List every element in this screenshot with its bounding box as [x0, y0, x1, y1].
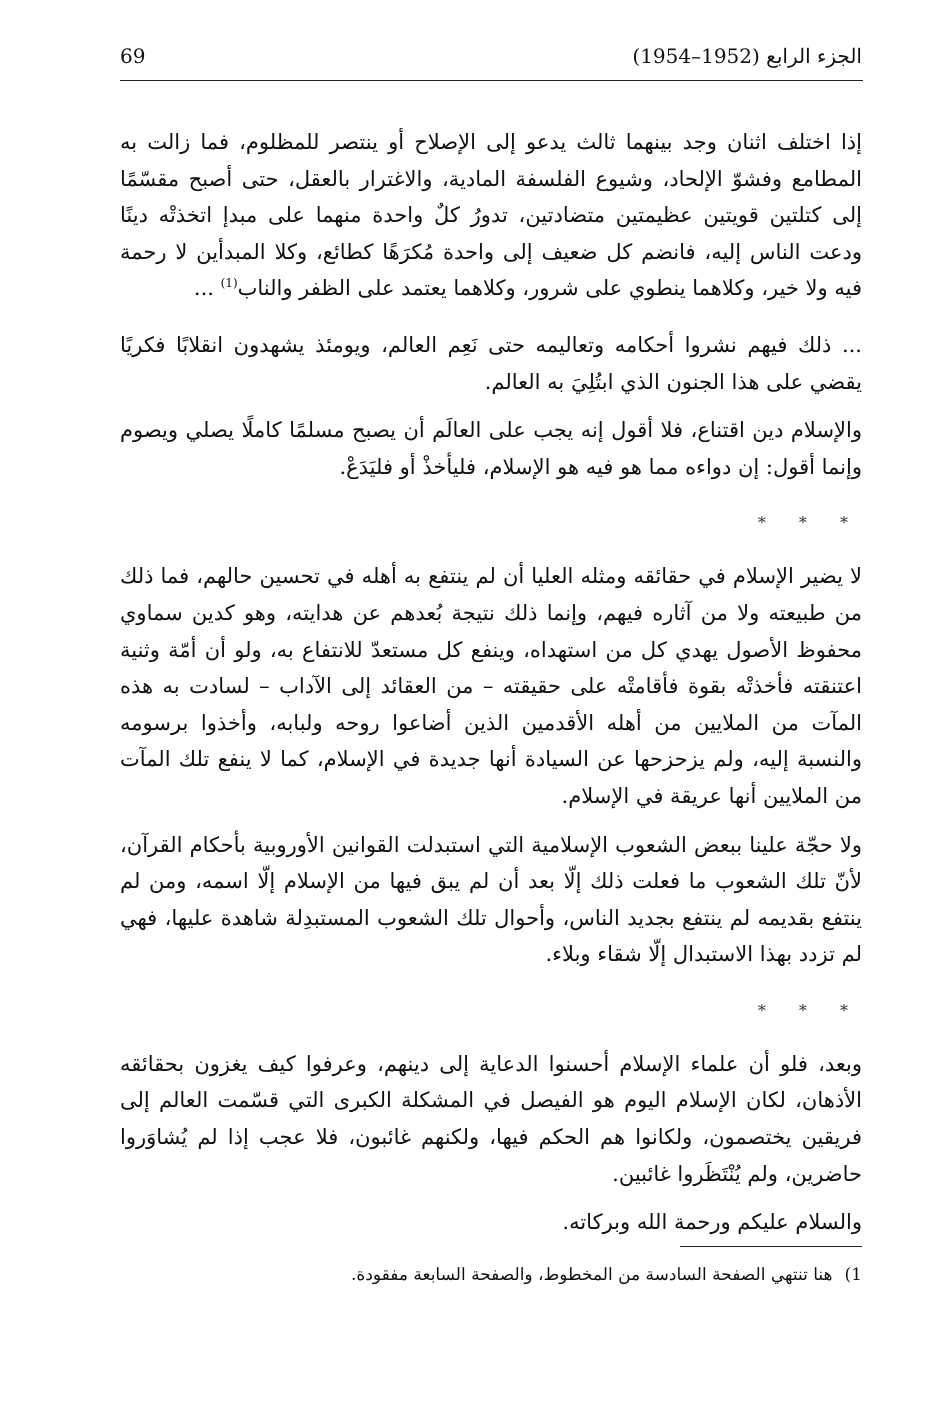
paragraph-2: ... ذلك فيهم نشروا أحكامه وتعاليمه حتى نَعِم العالم، ويومئذ يشهدون انقلابًا فكريًا يقضي على هذا الجنون الذي ابتُلِيَ به العالم. [120, 332, 862, 394]
page-header [120, 42, 862, 78]
paragraph-5: ولا حجّة علينا ببعض الشعوب الإسلامية التي استبدلت القوانين الأوروبية بأحكام القرآن، لأنّ تلك الشعوب ما فعلت ذلك إلّا بعد أن لم يبق فيها من الإسلام إلّا اسمه، ومن لم ينتفع بقديمه لم ينتفع بجديد الناس، وأحوال تلك الشعوب المستبدِلة شاهدة عليها، فهي لم تزدد بهذا الاستبدال إلّا شقاء وبلاء. [120, 832, 862, 967]
page-number: 69 [120, 44, 146, 68]
section-separator: * * * [757, 513, 862, 533]
paragraph-4: لا يضير الإسلام في حقائقه ومثله العليا أن لم ينتفع به أهله في تحسين حالهم، فما ذلك من طبيعته ولا من آثاره فيهم، وإنما ذلك نتيجة بُعدهم عن هدايته، وهو كدين سماوي محفوظ الأصول يهدي كل من استهداه، وينفع كل مستعدّ للانتفاع به، ولو أن أمّة وثنية اعتنقته فأخذتْه بقوة فأقامتْه على حقيقته – من العقائد إلى الآداب – لسادت به هذه المآت من الملايين من أهله الأقدمين الذين أضاعوا روحه ولبابه، وأخذوا برسومه والنسبة إليه، ولم يزحزحها عن السيادة أنها جديدة في الإسلام، كما لا ينفع تلك المآت من الملايين أنها عريقة في الإسلام. [120, 564, 862, 808]
paragraph-gap [120, 307, 862, 327]
footnote [120, 1262, 862, 1288]
paragraph-6: وبعد، فلو أن علماء الإسلام أحسنوا الدعاية إلى دينهم، وعرفوا كيف يغزون بحقائقه الأذهان، لكان الإسلام اليوم هو الفيصل في المشكلة الكبرى التي قسّمت العالم إلى فريقين يختصمون، ولكانوا هم الحكم فيها، ولكنهم غائبون، فلا عجب إذا لم يُشاوَروا حاضرين، ولم يُنْتَظَروا غائبين. [120, 1051, 862, 1186]
paragraph-3: والإسلام دين اقتناع، فلا أقول إنه يجب على العالَم أن يصبح مسلمًا كاملًا يصلي ويصوم وإنما أقول: إن دواءه مما هو فيه هو الإسلام، فليأخذْ أو فليَدَعْ. [120, 418, 862, 479]
ellipsis: ... [193, 276, 214, 301]
body-text [120, 124, 862, 1241]
paragraph-1 [120, 124, 862, 307]
footnote-rule [680, 1246, 862, 1247]
header-rule [120, 80, 863, 81]
footnote-marker: 1) [844, 1265, 862, 1285]
footnote-reference: (1) [220, 276, 238, 291]
footnote-text: هنا تنتهي الصفحة السادسة من المخطوط، والصفحة السابعة مفقودة. [351, 1265, 833, 1285]
section-separator: * * * [757, 1000, 862, 1020]
paragraph-1-text: إذا اختلف اثنان وجد بينهما ثالث يدعو إلى الإصلاح أو ينتصر للمظلوم، فما زالت به المطامع وفشوّ الإلحاد، وشيوع الفلسفة المادية، والاغترار بالعقل، حتى أصبح مقسّمًا إلى كتلتين قويتين عظيمتين متضادتين، تدورُ كلٌ واحدة منهما على مبدإ اتخذتْه دينًا ودعت الناس إليه، فانضم كل ضعيف إلى واحدة مُكرَهًا كطائع، وكلا المبدأين لا رحمة فيه ولا خير، وكلاهما ينطوي على شرور، وكلاهما يعتمد على الظفر والناب [120, 130, 862, 301]
running-title: الجزء الرابع (1952–1954) [632, 44, 862, 68]
closing-salutation: والسلام عليكم ورحمة الله وبركاته. [562, 1210, 862, 1235]
